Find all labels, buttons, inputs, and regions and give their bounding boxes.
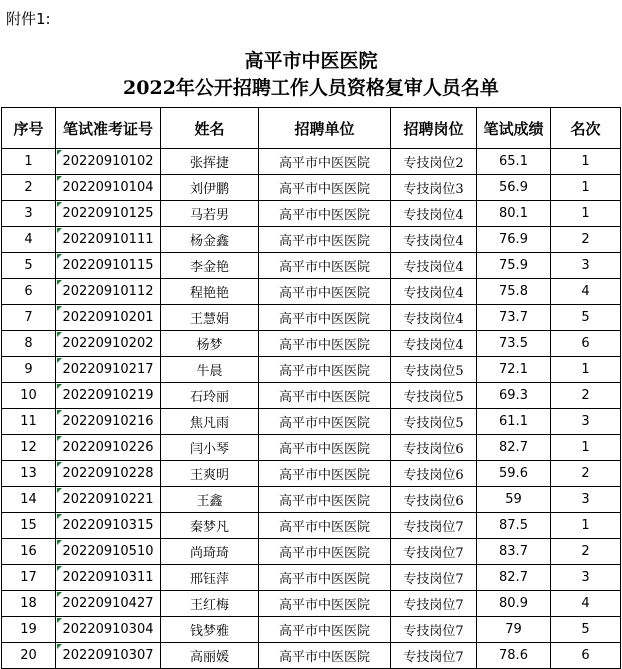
- cell-exam-no-text: 20220910228: [62, 466, 154, 481]
- cell-score: 61.1: [477, 409, 551, 435]
- cell-rank: 3: [551, 487, 621, 513]
- cell-name: 尚琦琦: [161, 539, 259, 565]
- number-as-text-indicator-icon: [57, 540, 62, 545]
- cell-unit: 高平市中医医院: [259, 461, 391, 487]
- cell-exam-no-text: 20220910307: [62, 648, 154, 663]
- cell-name: 李金艳: [161, 253, 259, 279]
- cell-post: 专技岗位4: [391, 253, 477, 279]
- document-subtitle: 2022年公开招聘工作人员资格复审人员名单: [123, 77, 499, 99]
- table-row: [2, 279, 621, 305]
- cell-rank: 6: [551, 331, 621, 357]
- cell-rank: 2: [551, 461, 621, 487]
- cell-rank: 1: [551, 435, 621, 461]
- cell-exam-no: [56, 383, 161, 409]
- cell-post: 专技岗位4: [391, 331, 477, 357]
- cell-rank: 1: [551, 175, 621, 201]
- cell-exam-no: [56, 149, 161, 175]
- table-row: [2, 331, 621, 357]
- table-header-row: [2, 108, 621, 149]
- table-row: [2, 513, 621, 539]
- cell-rank: 5: [551, 305, 621, 331]
- attachment-label: 附件1:: [6, 10, 51, 28]
- cell-rank: 5: [551, 617, 621, 643]
- number-as-text-indicator-icon: [57, 644, 62, 649]
- cell-exam-no-text: 20220910510: [62, 544, 154, 559]
- cell-exam-no: [56, 617, 161, 643]
- cell-rank: 3: [551, 253, 621, 279]
- cell-post: 专技岗位6: [391, 487, 477, 513]
- cell-exam-no-text: 20220910102: [62, 154, 154, 169]
- cell-exam-no: [56, 227, 161, 253]
- cell-unit: 高平市中医医院: [259, 305, 391, 331]
- table-row: [2, 253, 621, 279]
- number-as-text-indicator-icon: [57, 514, 62, 519]
- table-row: [2, 461, 621, 487]
- cell-post: 专技岗位4: [391, 279, 477, 305]
- cell-post: 专技岗位7: [391, 513, 477, 539]
- cell-rank: 3: [551, 409, 621, 435]
- cell-exam-no-text: 20220910115: [62, 258, 154, 273]
- cell-unit: 高平市中医医院: [259, 357, 391, 383]
- number-as-text-indicator-icon: [57, 280, 62, 285]
- cell-exam-no-text: 20220910112: [62, 284, 154, 299]
- cell-name: 秦梦凡: [161, 513, 259, 539]
- cell-seq: 17: [2, 565, 56, 591]
- cell-score: 78.6: [477, 643, 551, 669]
- cell-exam-no: [56, 201, 161, 227]
- cell-name: 石玲丽: [161, 383, 259, 409]
- cell-exam-no: [56, 435, 161, 461]
- table-row: [2, 175, 621, 201]
- cell-unit: 高平市中医医院: [259, 383, 391, 409]
- cell-seq: 20: [2, 643, 56, 669]
- number-as-text-indicator-icon: [57, 228, 62, 233]
- cell-exam-no-text: 20220910311: [62, 570, 154, 585]
- cell-exam-no-text: 20220910427: [62, 596, 154, 611]
- number-as-text-indicator-icon: [57, 332, 62, 337]
- number-as-text-indicator-icon: [57, 462, 62, 467]
- cell-exam-no-text: 20220910217: [62, 362, 154, 377]
- cell-exam-no-text: 20220910125: [62, 206, 154, 221]
- header-exam-no: 笔试准考证号: [56, 108, 161, 149]
- cell-score: 69.3: [477, 383, 551, 409]
- number-as-text-indicator-icon: [57, 566, 62, 571]
- cell-exam-no-text: 20220910221: [62, 492, 154, 507]
- cell-exam-no: [56, 305, 161, 331]
- cell-seq: 9: [2, 357, 56, 383]
- table-row: [2, 227, 621, 253]
- number-as-text-indicator-icon: [57, 306, 62, 311]
- cell-name: 闫小琴: [161, 435, 259, 461]
- number-as-text-indicator-icon: [57, 618, 62, 623]
- cell-post: 专技岗位6: [391, 461, 477, 487]
- cell-score: 83.7: [477, 539, 551, 565]
- number-as-text-indicator-icon: [57, 202, 62, 207]
- cell-unit: 高平市中医医院: [259, 435, 391, 461]
- cell-exam-no: [56, 331, 161, 357]
- cell-score: 79: [477, 617, 551, 643]
- table-row: [2, 591, 621, 617]
- cell-exam-no: [56, 461, 161, 487]
- cell-post: 专技岗位7: [391, 539, 477, 565]
- cell-post: 专技岗位7: [391, 643, 477, 669]
- cell-rank: 4: [551, 279, 621, 305]
- cell-score: 76.9: [477, 227, 551, 253]
- cell-post: 专技岗位4: [391, 305, 477, 331]
- number-as-text-indicator-icon: [57, 384, 62, 389]
- cell-seq: 13: [2, 461, 56, 487]
- cell-seq: 16: [2, 539, 56, 565]
- cell-unit: 高平市中医医院: [259, 227, 391, 253]
- cell-exam-no-text: 20220910202: [62, 336, 154, 351]
- cell-seq: 3: [2, 201, 56, 227]
- table-row: [2, 305, 621, 331]
- table-row: [2, 357, 621, 383]
- number-as-text-indicator-icon: [57, 150, 62, 155]
- cell-name: 王慧娟: [161, 305, 259, 331]
- document-title: 高平市中医医院: [244, 50, 378, 72]
- cell-seq: 18: [2, 591, 56, 617]
- cell-exam-no: [56, 279, 161, 305]
- cell-exam-no: [56, 643, 161, 669]
- cell-unit: 高平市中医医院: [259, 175, 391, 201]
- cell-post: 专技岗位6: [391, 435, 477, 461]
- cell-exam-no: [56, 175, 161, 201]
- cell-seq: 5: [2, 253, 56, 279]
- cell-name: 杨金鑫: [161, 227, 259, 253]
- cell-exam-no-text: 20220910104: [62, 180, 154, 195]
- table-row: [2, 201, 621, 227]
- candidate-table: [1, 107, 621, 669]
- number-as-text-indicator-icon: [57, 254, 62, 259]
- cell-exam-no: [56, 591, 161, 617]
- table-row: [2, 435, 621, 461]
- cell-rank: 4: [551, 591, 621, 617]
- cell-post: 专技岗位7: [391, 591, 477, 617]
- cell-unit: 高平市中医医院: [259, 565, 391, 591]
- cell-score: 56.9: [477, 175, 551, 201]
- cell-unit: 高平市中医医院: [259, 149, 391, 175]
- cell-unit: 高平市中医医院: [259, 201, 391, 227]
- cell-seq: 8: [2, 331, 56, 357]
- cell-post: 专技岗位3: [391, 175, 477, 201]
- number-as-text-indicator-icon: [57, 176, 62, 181]
- cell-exam-no: [56, 565, 161, 591]
- number-as-text-indicator-icon: [57, 436, 62, 441]
- cell-score: 80.1: [477, 201, 551, 227]
- table-row: [2, 409, 621, 435]
- number-as-text-indicator-icon: [57, 410, 62, 415]
- cell-exam-no-text: 20220910315: [62, 518, 154, 533]
- cell-score: 82.7: [477, 565, 551, 591]
- cell-exam-no: [56, 513, 161, 539]
- table-row: [2, 643, 621, 669]
- cell-exam-no-text: 20220910201: [62, 310, 154, 325]
- cell-exam-no: [56, 487, 161, 513]
- cell-unit: 高平市中医医院: [259, 643, 391, 669]
- cell-name: 王爽明: [161, 461, 259, 487]
- cell-exam-no: [56, 539, 161, 565]
- table-row: [2, 539, 621, 565]
- cell-seq: 2: [2, 175, 56, 201]
- cell-exam-no-text: 20220910216: [62, 414, 154, 429]
- number-as-text-indicator-icon: [57, 358, 62, 363]
- cell-post: 专技岗位7: [391, 565, 477, 591]
- cell-score: 72.1: [477, 357, 551, 383]
- cell-unit: 高平市中医医院: [259, 539, 391, 565]
- cell-exam-no-text: 20220910219: [62, 388, 154, 403]
- cell-unit: 高平市中医医院: [259, 513, 391, 539]
- cell-rank: 2: [551, 227, 621, 253]
- cell-exam-no-text: 20220910111: [62, 232, 154, 247]
- cell-rank: 2: [551, 383, 621, 409]
- cell-seq: 14: [2, 487, 56, 513]
- cell-unit: 高平市中医医院: [259, 617, 391, 643]
- cell-unit: 高平市中医医院: [259, 331, 391, 357]
- cell-name: 程艳艳: [161, 279, 259, 305]
- cell-exam-no: [56, 357, 161, 383]
- cell-rank: 3: [551, 565, 621, 591]
- cell-name: 杨梦: [161, 331, 259, 357]
- cell-rank: 1: [551, 201, 621, 227]
- cell-post: 专技岗位5: [391, 357, 477, 383]
- cell-name: 马若男: [161, 201, 259, 227]
- cell-seq: 4: [2, 227, 56, 253]
- cell-score: 80.9: [477, 591, 551, 617]
- cell-exam-no: [56, 409, 161, 435]
- cell-score: 59: [477, 487, 551, 513]
- cell-name: 王鑫: [161, 487, 259, 513]
- cell-name: 王红梅: [161, 591, 259, 617]
- table-row: [2, 565, 621, 591]
- cell-name: 焦凡雨: [161, 409, 259, 435]
- cell-rank: 1: [551, 513, 621, 539]
- cell-name: 钱梦雅: [161, 617, 259, 643]
- cell-post: 专技岗位5: [391, 409, 477, 435]
- cell-score: 75.9: [477, 253, 551, 279]
- cell-unit: 高平市中医医院: [259, 253, 391, 279]
- cell-score: 65.1: [477, 149, 551, 175]
- cell-exam-no: [56, 253, 161, 279]
- cell-exam-no-text: 20220910226: [62, 440, 154, 455]
- cell-post: 专技岗位4: [391, 201, 477, 227]
- cell-post: 专技岗位5: [391, 383, 477, 409]
- cell-post: 专技岗位2: [391, 149, 477, 175]
- cell-score: 87.5: [477, 513, 551, 539]
- cell-seq: 15: [2, 513, 56, 539]
- cell-unit: 高平市中医医院: [259, 279, 391, 305]
- cell-name: 张挥捷: [161, 149, 259, 175]
- number-as-text-indicator-icon: [57, 488, 62, 493]
- cell-exam-no-text: 20220910304: [62, 622, 154, 637]
- cell-post: 专技岗位7: [391, 617, 477, 643]
- table-row: [2, 487, 621, 513]
- cell-seq: 19: [2, 617, 56, 643]
- cell-seq: 10: [2, 383, 56, 409]
- header-name: 姓名: [161, 108, 259, 149]
- table-row: [2, 149, 621, 175]
- cell-unit: 高平市中医医院: [259, 487, 391, 513]
- cell-unit: 高平市中医医院: [259, 591, 391, 617]
- header-seq: 序号: [2, 108, 56, 149]
- cell-rank: 2: [551, 539, 621, 565]
- header-unit: 招聘单位: [259, 108, 391, 149]
- cell-score: 59.6: [477, 461, 551, 487]
- cell-name: 刘伊鹏: [161, 175, 259, 201]
- cell-score: 82.7: [477, 435, 551, 461]
- cell-seq: 1: [2, 149, 56, 175]
- table-row: [2, 617, 621, 643]
- cell-name: 高丽媛: [161, 643, 259, 669]
- cell-unit: 高平市中医医院: [259, 409, 391, 435]
- cell-post: 专技岗位4: [391, 227, 477, 253]
- table-row: [2, 383, 621, 409]
- header-score: 笔试成绩: [477, 108, 551, 149]
- cell-rank: 1: [551, 357, 621, 383]
- cell-score: 73.7: [477, 305, 551, 331]
- cell-seq: 12: [2, 435, 56, 461]
- header-rank: 名次: [551, 108, 621, 149]
- cell-score: 75.8: [477, 279, 551, 305]
- cell-seq: 7: [2, 305, 56, 331]
- cell-score: 73.5: [477, 331, 551, 357]
- cell-name: 牛晨: [161, 357, 259, 383]
- cell-seq: 11: [2, 409, 56, 435]
- cell-seq: 6: [2, 279, 56, 305]
- cell-rank: 6: [551, 643, 621, 669]
- cell-rank: 1: [551, 149, 621, 175]
- cell-name: 邢钰萍: [161, 565, 259, 591]
- header-post: 招聘岗位: [391, 108, 477, 149]
- number-as-text-indicator-icon: [57, 592, 62, 597]
